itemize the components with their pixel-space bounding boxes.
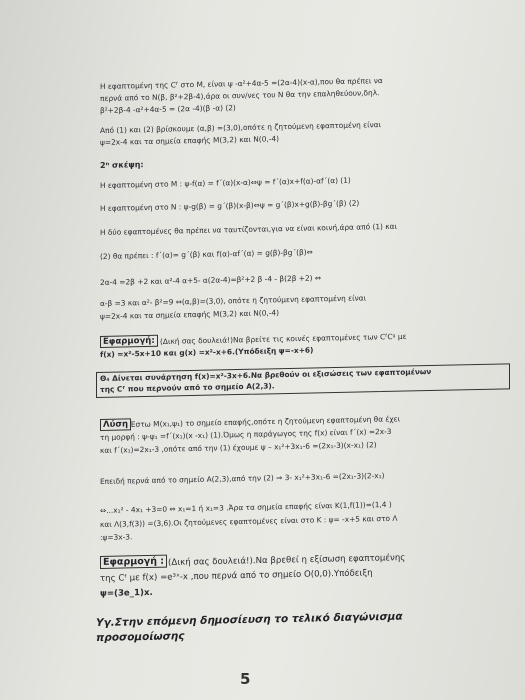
text-line: της Cᶠ με f(x) =e³ˣ-x ,που περνά από το σημείο Ο(0,0).Υπόδειξη bbox=[100, 568, 373, 584]
lysi-label: Λύση bbox=[100, 419, 131, 431]
text-line: f(x) =x²-5x+10 και g(x) =x²-x+6.(Υπόδειξη ψ=-x+6) bbox=[100, 345, 314, 359]
text-line: και Λ(3,f(3)) =(3,6).Οι ζητούμενες εφαπτομένες είναι στο Κ : ψ= -x+5 και στο Λ bbox=[100, 513, 398, 529]
text-line: περνά από το Ν(β, β²+2β-4),άρα οι συν/νες του Ν θα την επαληθεύουν,δηλ. bbox=[100, 88, 380, 103]
efarmogi-label: Εφαρμογή: bbox=[100, 336, 158, 348]
text-line: ψ=(3e_1)x. bbox=[100, 587, 153, 599]
problem-text: της Cᶠ που περνούν από το σημείο Α(2,3). bbox=[100, 381, 275, 394]
text-line: Η εφαπτομένη της Cᶠ στο Μ, είναι ψ -α²+4α-5 =(2α-4)(x-α),που θα πρέπει να bbox=[100, 76, 383, 91]
text-line: Η δύο εφαπτομένες θα πρέπει να ταυτίζονται,για να είναι κοινή,άρα από (1) και bbox=[100, 221, 398, 237]
postscript: προσομοίωσης bbox=[96, 630, 185, 644]
text-line: (Δική σας δουλειά!)Να βρείτε τις κοινές εφαπτομένες των CᶠCᵍ με bbox=[160, 331, 407, 346]
text-line: β²+2β-4 -α²+4α-5 = (2α -4)(β -α) (2) bbox=[100, 103, 236, 115]
text-line: ⇔...x₁² - 4x₁ +3=0 ⇔ x₁=1 ή x₁=3 .Άρα τα σημεία επαφής είναι Κ(1,f(1))=(1,4 ) bbox=[100, 499, 392, 515]
efarmogi-label: Εφαρμογή : bbox=[100, 556, 167, 568]
text-line: ψ=2x-4 και τα σημεία επαφής Μ(3,2) και Ν(0,-4) bbox=[100, 134, 279, 147]
text-line: Επειδή περνά από το σημείο Α(2,3),από την (2) ⇒ 3- x₁²+3x₁-6 =(2x₁-3)(2-x₁) bbox=[100, 471, 385, 486]
postscript: Υγ.Στην επόμενη δημοσίευση το τελικό διαγώνισμα bbox=[96, 610, 403, 629]
section-heading: 2ⁿ σκέψη: bbox=[100, 160, 144, 170]
text-line: τη μορφή : ψ-ψ₁ =f΄(x₁)(x -x₁) (1).Όμως η παράγωγος της f(x) είναι f΄(x) =2x-3 bbox=[100, 426, 392, 442]
problem-text: Θ₄ Δίνεται συνάρτηση f(x)=x²-3x+6.Να βρεθούν οι εξισώσεις των εφαπτομένων bbox=[100, 367, 432, 383]
text-line: ψ=2x-4 και τα σημεία επαφής Μ(3,2) και Ν(0,-4) bbox=[100, 308, 279, 321]
text-line: α-β =3 και α²- β²=9 ⇔(α,β)=(3,0), οπότε η ζητούμενη εφαπτομένη είναι bbox=[100, 293, 367, 308]
text-line: (Δική σας δουλειά!).Να βρεθεί η εξίσωση εφαπτομένης bbox=[168, 553, 406, 568]
text-line: Η εφαπτομένη στο Ν : ψ-g(β) = g΄(β)(x-β)⇔ψ = g΄(β)x+g(β)-βg΄(β) (2) bbox=[100, 198, 360, 213]
text-line: (2) θα πρέπει : f΄(α)= g΄(β) και f(α)-αf΄(α) = g(β)-βg΄(β)⇔ bbox=[100, 247, 313, 261]
text-line: 2α-4 =2β +2 και α²-4 α+5- α(2α-4)=β²+2 β -4 - β(2β +2) ⇔ bbox=[100, 273, 322, 287]
text-line: και f΄(x₁)=2x₁-3 ,οπότε από την (1) έχουμε ψ – x₁²+3x₁-6 =(2x₁-3)(x-x₁) (2) bbox=[100, 440, 377, 455]
text-line: Η εφαπτομένη στο Μ : ψ-f(α) = f΄(α)(x-α)⇔ψ = f΄(α)x+f(α)-αf΄(α) (1) bbox=[100, 175, 351, 190]
text-line: :ψ=3x-3. bbox=[100, 532, 133, 542]
text-line: Έστω Μ(x₁,ψ₁) το σημείο επαφής,οπότε η ζητούμενη εφαπτομένη θα έχει bbox=[130, 414, 401, 429]
page-number: 5 bbox=[240, 670, 251, 688]
text-line: Από (1) και (2) βρίσκουμε (α,β) =(3,0),οπότε η ζητούμενη εφαπτομένη είναι bbox=[100, 120, 382, 135]
